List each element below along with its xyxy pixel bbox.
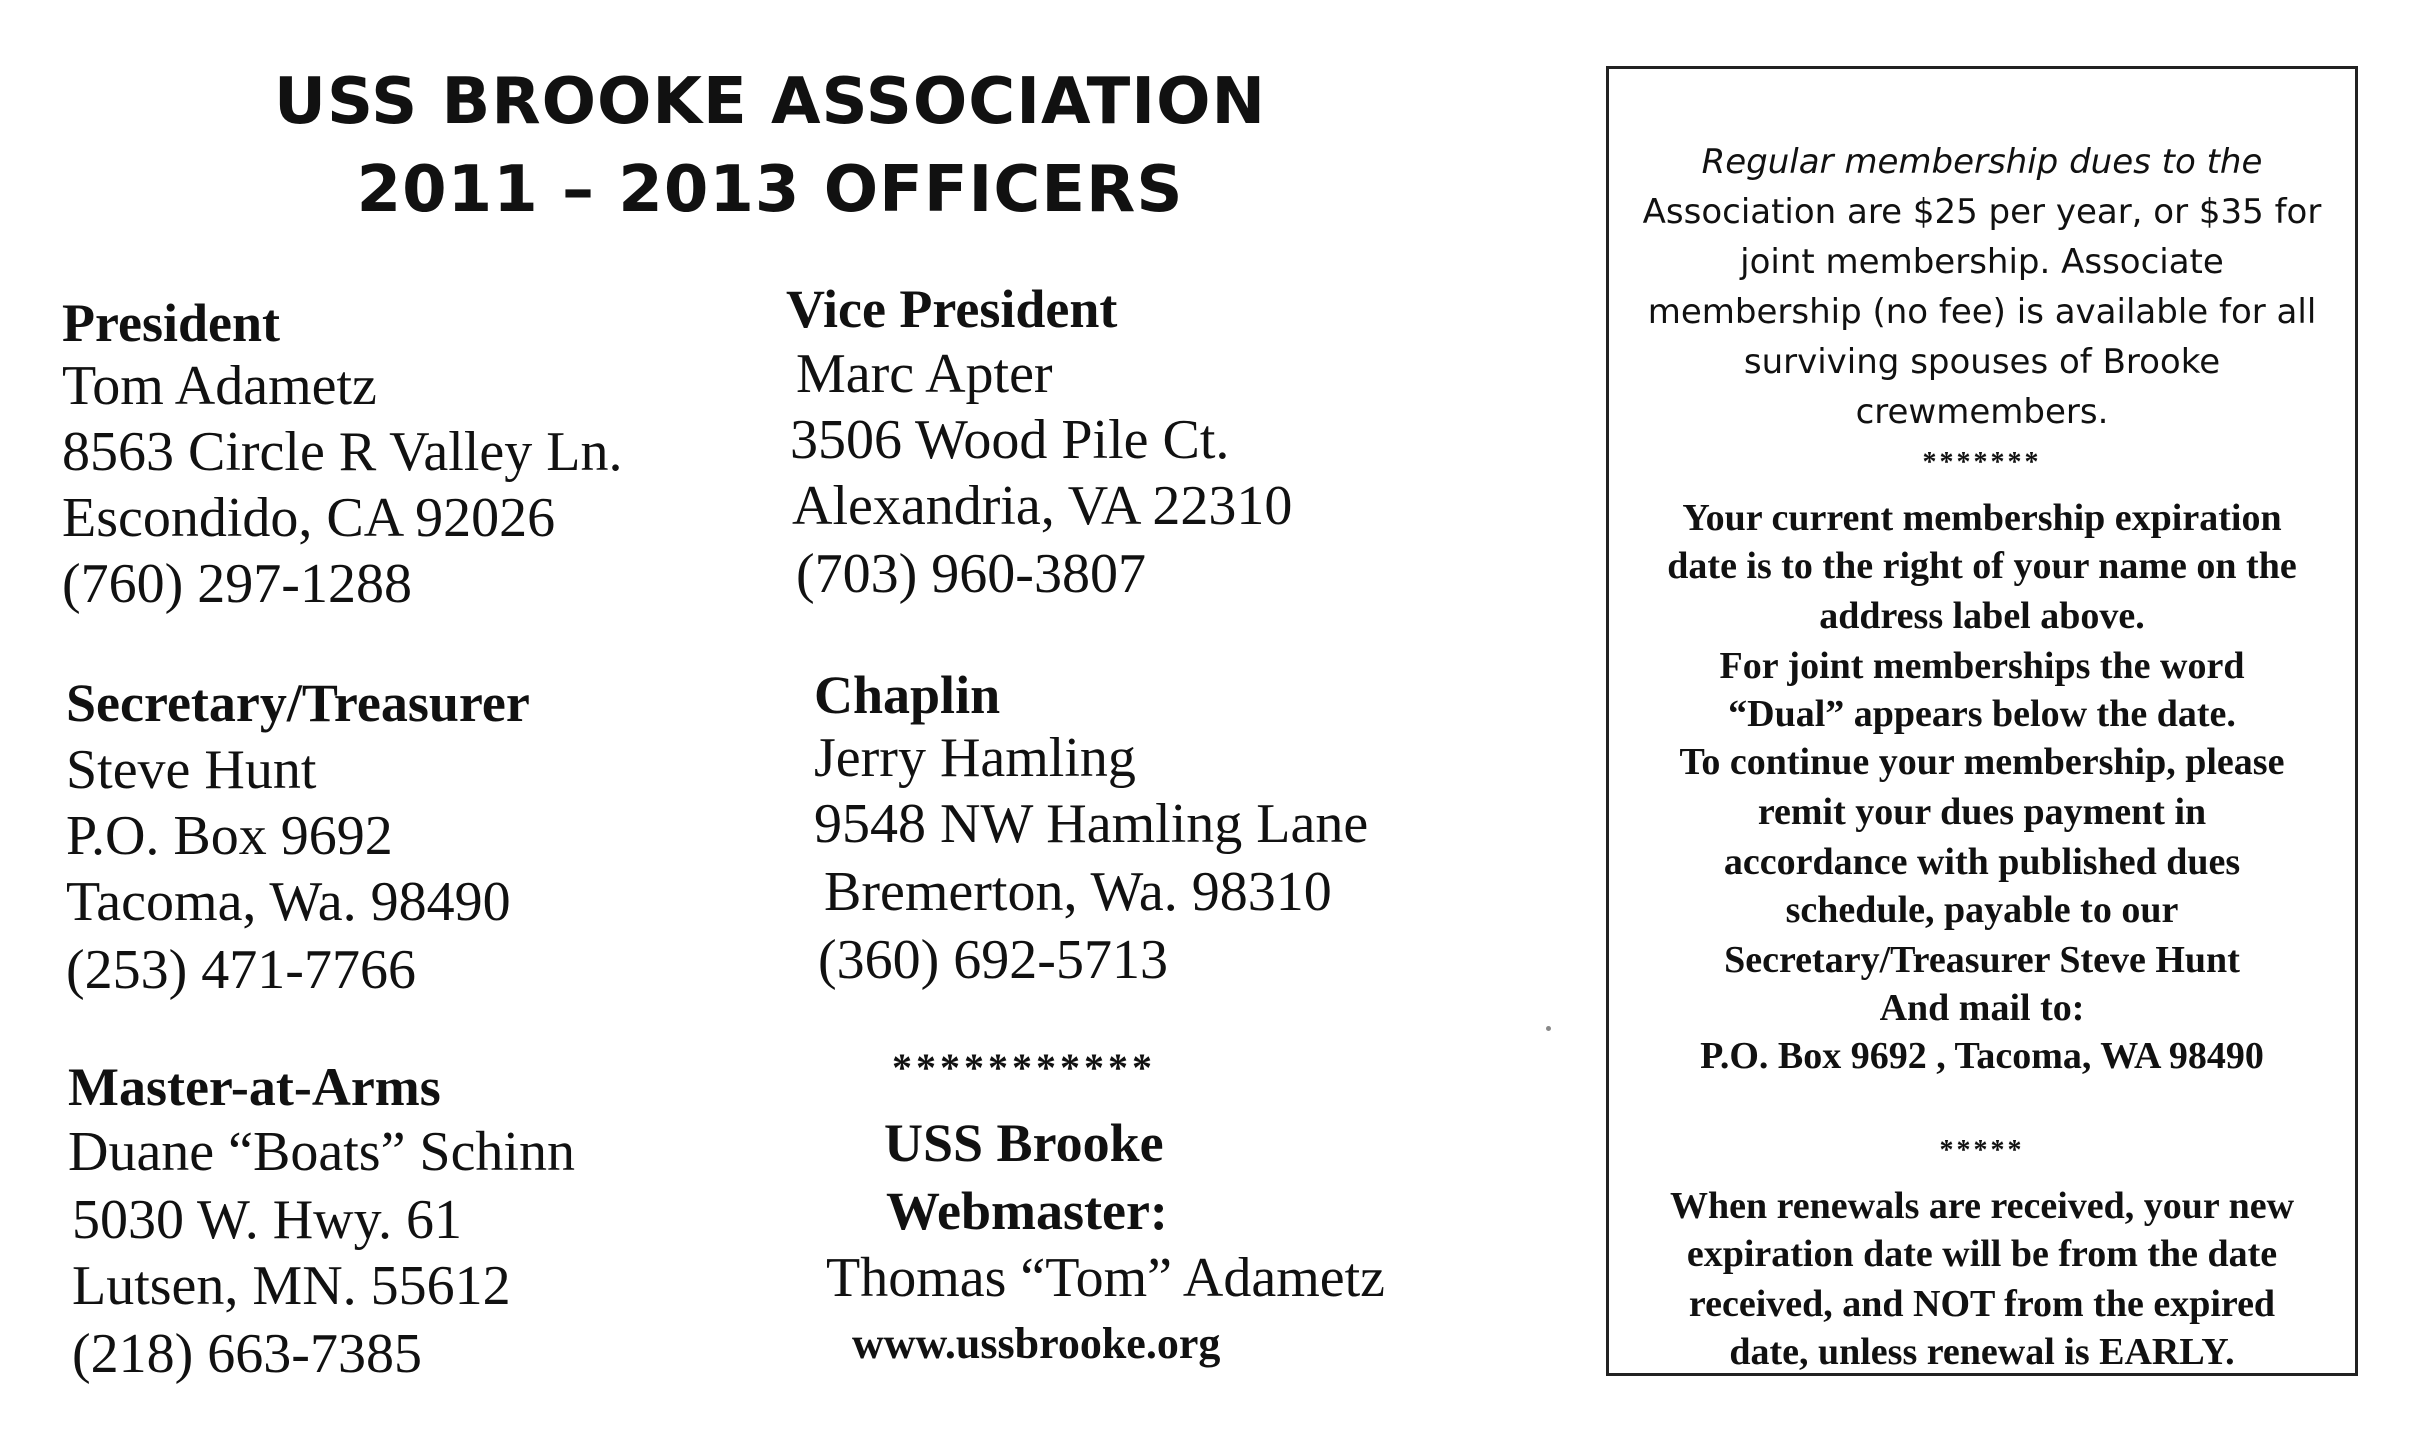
page-title-line2: 2011 – 2013 OFFICERS [356, 153, 1184, 227]
officer-city: Lutsen, MN. 55612 [72, 1255, 511, 1317]
expiration-line: schedule, payable to our [1785, 889, 2179, 931]
officer-phone: (760) 297-1288 [62, 553, 412, 615]
officer-role: Master-at-Arms [68, 1057, 441, 1117]
officer-name: Marc Apter [796, 343, 1053, 405]
expiration-line: address label above. [1819, 595, 2145, 637]
dues-info-box [1606, 66, 2358, 1376]
officer-phone: (703) 960-3807 [796, 543, 1146, 605]
renewal-line: When renewals are received, your new [1669, 1185, 2295, 1227]
officer-name: Duane “Boats” Schinn [68, 1121, 575, 1183]
officer-name: Tom Adametz [62, 355, 377, 417]
expiration-line: accordance with published dues [1723, 841, 2241, 883]
renewal-line: date, unless renewal is EARLY. [1729, 1331, 2235, 1373]
officer-role: Vice President [786, 279, 1118, 339]
expiration-line: “Dual” appears below the date. [1728, 693, 2236, 735]
officer-name: Steve Hunt [66, 739, 317, 801]
officer-city: Tacoma, Wa. 98490 [66, 871, 511, 933]
officer-role: Secretary/Treasurer [66, 673, 530, 733]
dues-separator: ***** [1939, 1135, 2025, 1166]
officer-role: Chaplin [814, 665, 1001, 725]
expiration-line: remit your dues payment in [1757, 791, 2207, 833]
webmaster-separator: *********** [892, 1045, 1156, 1090]
renewal-line: received, and NOT from the expired [1688, 1283, 2276, 1325]
dues-intro-line: Regular membership dues to the [1701, 142, 2263, 182]
officer-address: P.O. Box 9692 [66, 805, 393, 867]
expiration-line: And mail to: [1879, 987, 2085, 1029]
webmaster-title-line2: Webmaster: [886, 1181, 1168, 1241]
dues-intro-line: joint membership. Associate [1740, 242, 2224, 282]
expiration-line: Your current membership expiration [1682, 497, 2282, 539]
officer-address: 5030 W. Hwy. 61 [72, 1189, 462, 1251]
dues-intro-line: crewmembers. [1855, 392, 2109, 432]
webmaster-title-line1: USS Brooke [884, 1113, 1164, 1173]
officer-phone: (253) 471-7766 [66, 939, 416, 1001]
officer-city: Bremerton, Wa. 98310 [824, 861, 1332, 923]
dues-intro-line: membership (no fee) is available for all [1647, 292, 2317, 332]
expiration-line: date is to the right of your name on the [1667, 545, 2297, 587]
expiration-line: To continue your membership, please [1679, 741, 2285, 783]
expiration-line: Secretary/Treasurer Steve Hunt [1724, 939, 2240, 981]
mailing-address: P.O. Box 9692 , Tacoma, WA 98490 [1700, 1035, 2264, 1077]
webmaster-url[interactable]: www.ussbrooke.org [852, 1319, 1221, 1368]
dues-intro-line: Association are $25 per year, or $35 for [1642, 192, 2322, 232]
officer-city: Alexandria, VA 22310 [792, 475, 1293, 537]
officer-city: Escondido, CA 92026 [62, 487, 556, 549]
officer-address: 3506 Wood Pile Ct. [790, 409, 1230, 471]
dues-intro-line: surviving spouses of Brooke [1743, 342, 2221, 382]
officer-address: 8563 Circle R Valley Ln. [62, 421, 623, 483]
officer-phone: (218) 663-7385 [72, 1323, 422, 1385]
officer-phone: (360) 692-5713 [818, 929, 1168, 991]
officer-address: 9548 NW Hamling Lane [814, 793, 1369, 855]
renewal-line: expiration date will be from the date [1686, 1233, 2278, 1275]
scan-speck [1546, 1026, 1551, 1031]
expiration-line: For joint memberships the word [1719, 645, 2245, 687]
officer-name: Jerry Hamling [814, 727, 1136, 789]
page-title-line1: USS BROOKE ASSOCIATION [273, 65, 1267, 139]
dues-separator: ******* [1922, 447, 2042, 478]
officer-role: President [62, 293, 280, 353]
webmaster-name: Thomas “Tom” Adametz [826, 1247, 1386, 1309]
